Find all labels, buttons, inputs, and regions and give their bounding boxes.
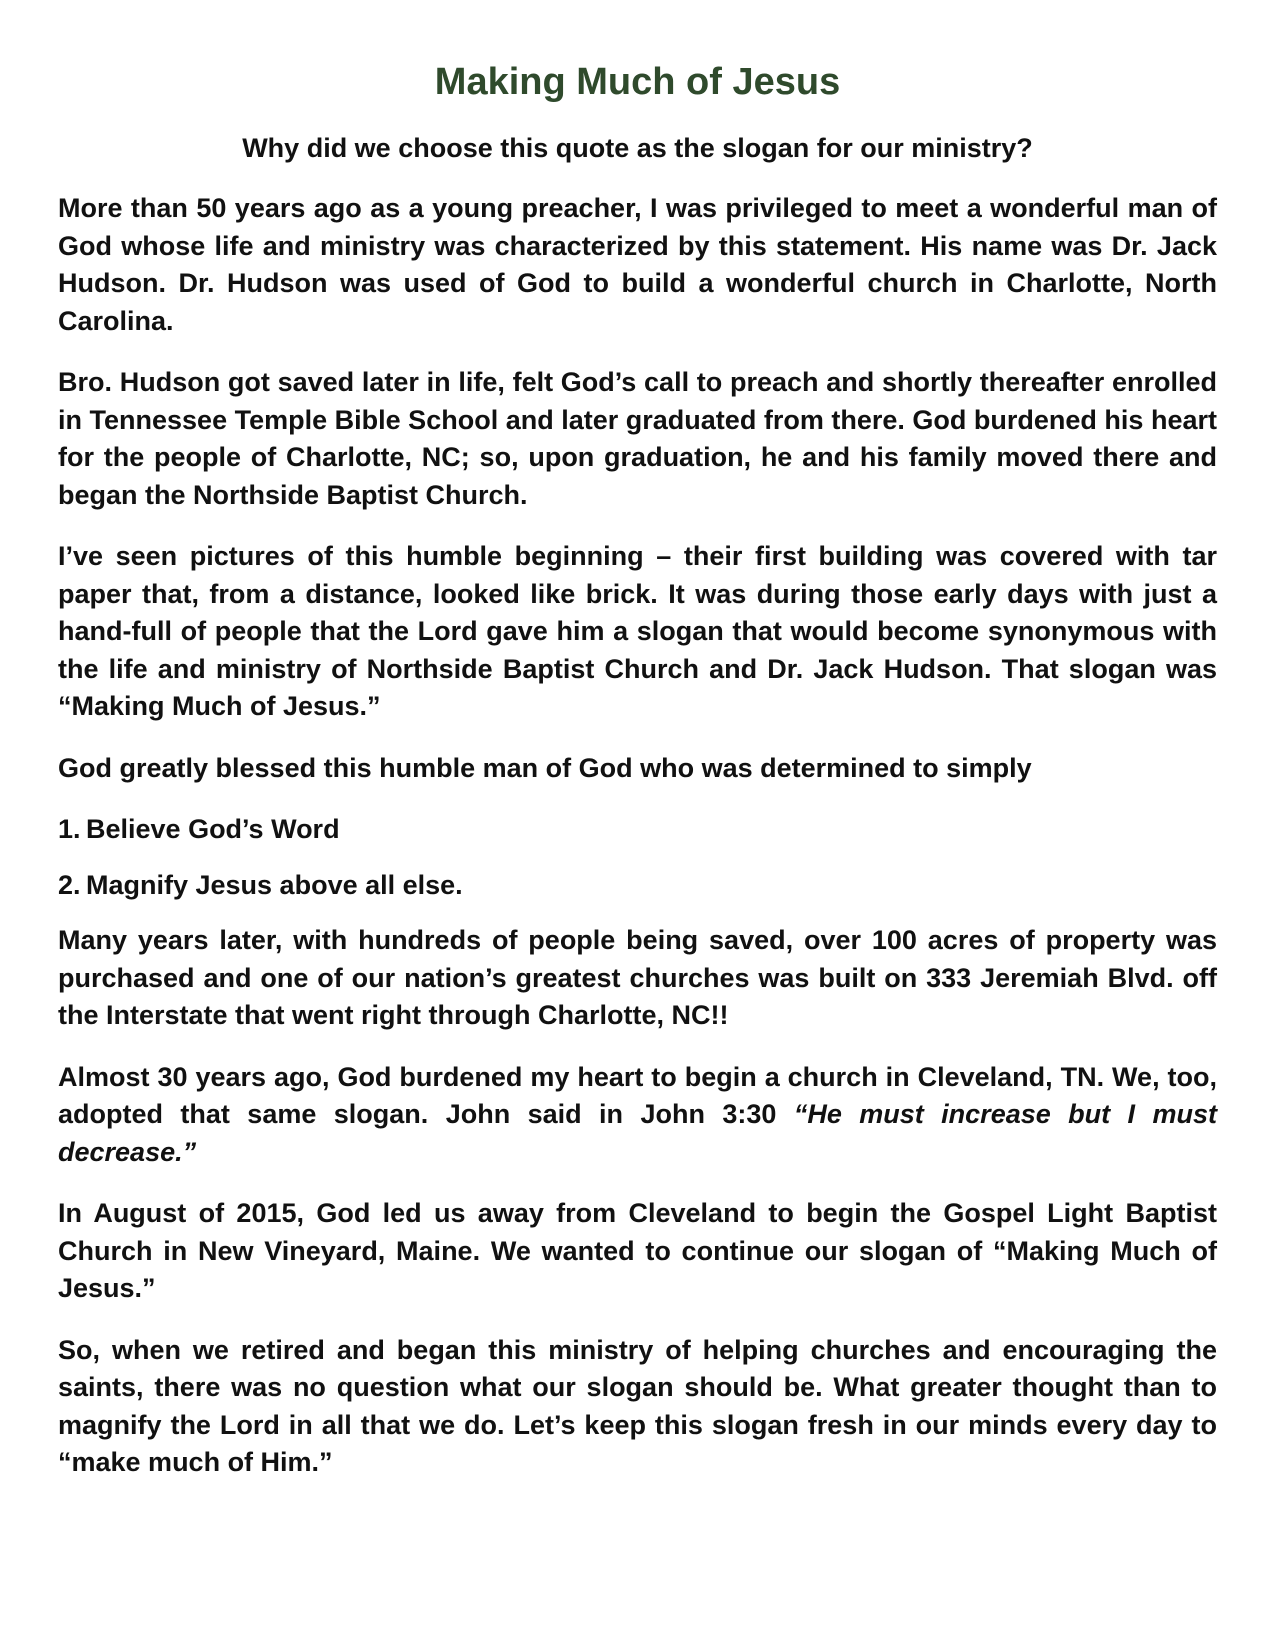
scripture-quote: “He must increase but I must decrease.” — [58, 1099, 1217, 1167]
list-item-text: Magnify Jesus above all else. — [86, 869, 463, 900]
numbered-list — [58, 811, 1217, 904]
paragraph-4: God greatly blessed this humble man of God who was determined to simply — [58, 752, 1032, 783]
paragraph-6 — [58, 1059, 1217, 1172]
paragraph-7: In August of 2015, God led us away from Cleveland to begin the Gospel Light Baptist Church in New Vineyard, Maine. We wanted to continue our slogan of “Making Much of Jesus.” — [58, 1198, 1217, 1303]
list-item-text: Believe God’s Word — [86, 814, 340, 844]
paragraph-5: Many years later, with hundreds of people being saved, over 100 acres of property was purchased and one of our nation’s greatest churches was built on 333 Jeremiah Blvd. off the Interstate that went right through Charlotte, NC!! — [58, 925, 1217, 1030]
paragraph-2: Bro. Hudson got saved later in life, felt God’s call to preach and shortly thereafter enrolled in Tennessee Temple Bible School and later graduated from there. God burdened his heart for the people of Charlotte, NC; so, upon graduation, he and his family moved there and began the Northside Baptist Church. — [58, 367, 1217, 510]
page-subtitle: Why did we choose this quote as the slogan for our ministry? — [242, 133, 1033, 163]
page-title: Making Much of Jesus — [434, 61, 841, 103]
list-item-number: 2. — [58, 869, 81, 900]
paragraph-3: I’ve seen pictures of this humble beginning – their first building was covered with tar paper that, from a distance, looked like brick. It was during those early days with just a hand-full of people that the Lord gave him a slogan that would become synonymous with the life and ministry of Northside Baptist Church and Dr. Jack Hudson. That slogan was “Making Much of Jesus.” — [58, 541, 1217, 721]
list-item-number: 1. — [58, 814, 81, 844]
list-item — [58, 867, 1217, 905]
paragraph-6-text: Almost 30 years ago, God burdened my heart to begin a church in Cleveland, TN. We, too, adopted that same slogan. John said in John 3:30 — [58, 1061, 1217, 1129]
paragraph-8: So, when we retired and began this ministry of helping churches and encouraging the saints, there was no question what our slogan should be. What greater thought than to magnify the Lord in all that we do. Let’s keep this slogan fresh in our minds every day to “make much of Him.” — [58, 1334, 1217, 1477]
paragraph-1: More than 50 years ago as a young preacher, I was privileged to meet a wonderful man of God whose life and ministry was characterized by this statement. His name was Dr. Jack Hudson. Dr. Hudson was used of God to build a wonderful church in Charlotte, North Carolina. — [58, 193, 1217, 336]
list-item — [58, 811, 1217, 849]
